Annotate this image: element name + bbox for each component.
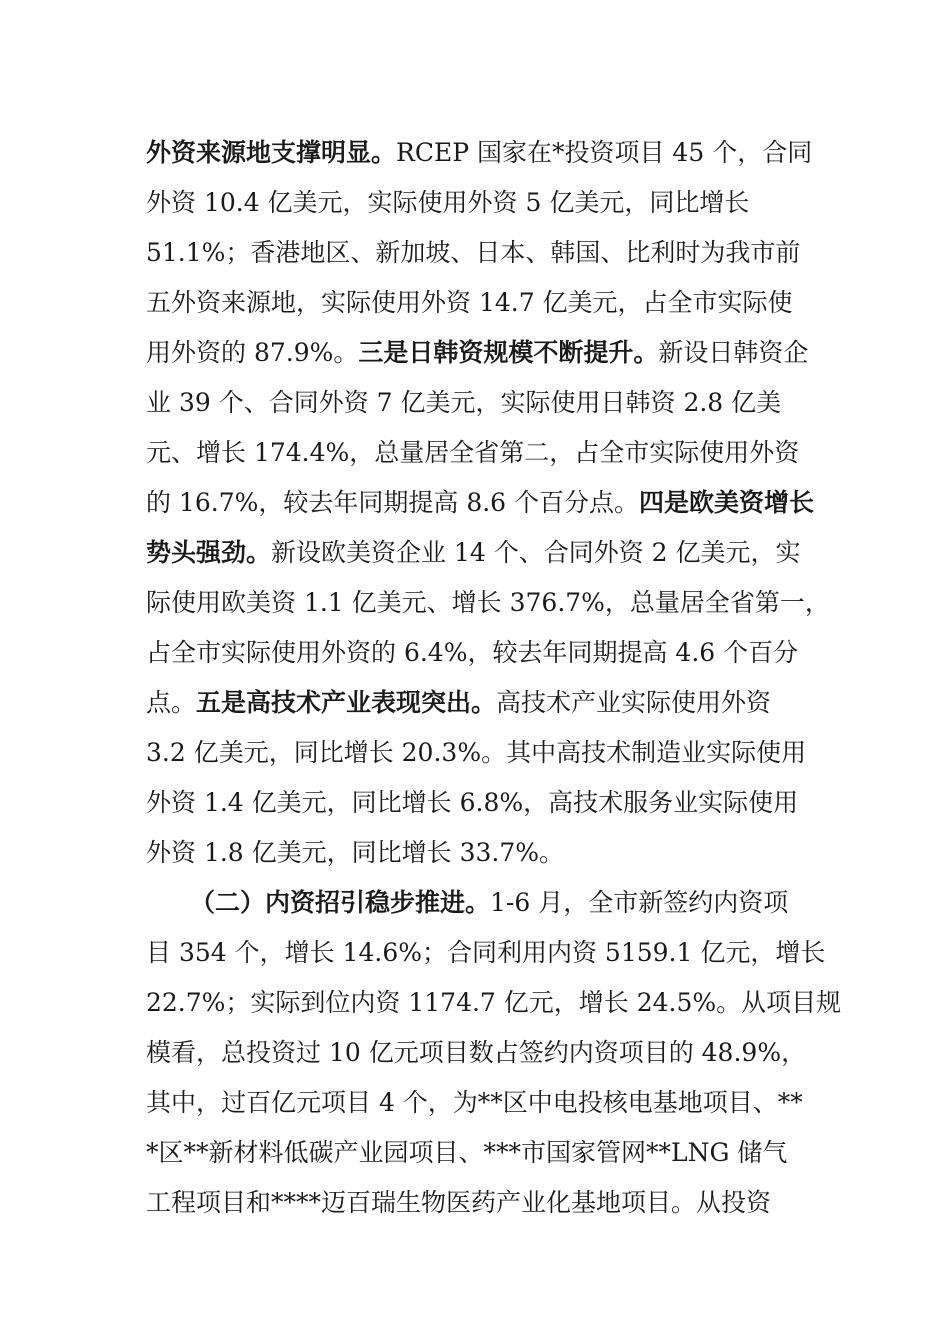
text-line bbox=[146, 528, 818, 578]
document-body bbox=[146, 128, 842, 1228]
text-line bbox=[146, 678, 818, 728]
body-text: 五外资来源地，实际使用外资 14.7 亿美元，占全市实际使 bbox=[146, 288, 793, 317]
bold-heading-text: 外资来源地支撑明显。 bbox=[146, 138, 397, 167]
body-text: 用外资的 87.9%。 bbox=[146, 338, 359, 367]
body-text: 其中，过百亿元项目 4 个，为**区中电投核电基地项目、** bbox=[146, 1088, 803, 1117]
bold-heading-text: 四是欧美资增长 bbox=[639, 488, 815, 517]
body-text: 目 354 个，增长 14.6%；合同利用内资 5159.1 亿元，增长 bbox=[146, 938, 826, 967]
body-text: 元、增长 174.4%，总量居全省第二，占全市实际使用外资 bbox=[146, 438, 800, 467]
text-line bbox=[146, 928, 826, 978]
body-text: 际使用欧美资 1.1 亿美元、增长 376.7%，总量居全省第一， bbox=[146, 588, 830, 617]
body-text: 1-6 月，全市新签约内资项 bbox=[490, 888, 789, 917]
text-line bbox=[146, 128, 818, 178]
body-text: 新设欧美资企业 14 个、合同外资 2 亿美元，实 bbox=[271, 538, 801, 567]
text-line bbox=[146, 1178, 818, 1228]
body-text: 的 16.7%，较去年同期提高 8.6 个百分点。 bbox=[146, 488, 640, 517]
text-line bbox=[146, 178, 818, 228]
body-text: 22.7%；实际到位内资 1174.7 亿元，增长 24.5%。从项目规 bbox=[146, 988, 842, 1017]
text-line bbox=[146, 1078, 818, 1128]
body-text: 51.1%；香港地区、新加坡、日本、韩国、比利时为我市前 bbox=[146, 238, 801, 267]
text-line bbox=[146, 328, 818, 378]
body-text: 点。 bbox=[146, 688, 197, 717]
text-line bbox=[146, 978, 842, 1028]
text-line bbox=[146, 628, 818, 678]
text-line bbox=[146, 428, 818, 478]
body-text: 模看，总投资过 10 亿元项目数占签约内资项目的 48.9%， bbox=[146, 1038, 807, 1067]
body-text: 工程项目和****迈百瑞生物医药产业化基地项目。从投资 bbox=[146, 1188, 772, 1217]
bold-heading-text: （二）内资招引稳步推进。 bbox=[190, 888, 491, 917]
bold-heading-text: 势头强劲。 bbox=[146, 538, 272, 567]
body-text: RCEP 国家在*投资项目 45 个，合同 bbox=[396, 138, 813, 167]
text-line bbox=[146, 1028, 818, 1078]
text-line bbox=[146, 228, 818, 278]
text-line bbox=[146, 828, 818, 878]
body-text: 外资 1.8 亿美元，同比增长 33.7%。 bbox=[146, 838, 565, 867]
body-text: 新设日韩资企 bbox=[658, 338, 809, 367]
body-text: 外资 10.4 亿美元，实际使用外资 5 亿美元，同比增长 bbox=[146, 188, 750, 217]
text-line bbox=[146, 378, 818, 428]
body-text: 3.2 亿美元，同比增长 20.3%。其中高技术制造业实际使用 bbox=[146, 738, 807, 767]
text-line bbox=[146, 278, 818, 328]
text-line bbox=[146, 778, 818, 828]
body-text: 外资 1.4 亿美元，同比增长 6.8%，高技术服务业实际使用 bbox=[146, 788, 799, 817]
bold-heading-text: 三是日韩资规模不断提升。 bbox=[358, 338, 659, 367]
text-line bbox=[146, 578, 830, 628]
body-text: 占全市实际使用外资的 6.4%，较去年同期提高 4.6 个百分 bbox=[146, 638, 799, 667]
bold-heading-text: 五是高技术产业表现突出。 bbox=[196, 688, 497, 717]
text-line bbox=[146, 878, 818, 928]
body-text: *区**新材料低碳产业园项目、***市国家管网**LNG 储气 bbox=[146, 1138, 788, 1167]
text-line bbox=[146, 728, 818, 778]
text-line bbox=[146, 478, 818, 528]
body-text: 业 39 个、合同外资 7 亿美元，实际使用日韩资 2.8 亿美 bbox=[146, 388, 782, 417]
text-line bbox=[146, 1128, 818, 1178]
body-text: 高技术产业实际使用外资 bbox=[496, 688, 772, 717]
